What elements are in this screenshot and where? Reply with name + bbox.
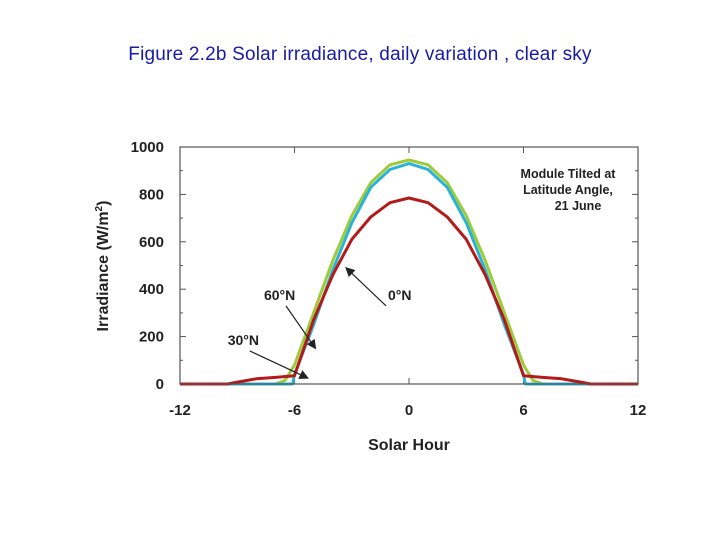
y-tick-label: 600 — [138, 233, 164, 251]
y-tick-label: 200 — [138, 328, 164, 346]
x-tick-label: -12 — [169, 402, 191, 419]
x-tick-label: -6 — [287, 402, 302, 419]
note-line-3: 21 June — [554, 199, 602, 213]
y-axis-label — [94, 201, 112, 332]
y-tick-label: 1000 — [130, 139, 164, 156]
y-axis-label-sup: 2 — [94, 205, 105, 212]
x-tick-label: 12 — [629, 402, 647, 419]
slide-title: Figure 2.2b Solar irradiance, daily variation , clear sky — [128, 44, 592, 65]
y-axis-label-close: ) — [95, 200, 112, 206]
annotation-label-0: 60°N — [263, 286, 296, 303]
annotation-arrow-2 — [346, 268, 386, 306]
y-tick-label: 800 — [138, 186, 164, 204]
y-tick-label: 400 — [138, 281, 164, 299]
note-line-1: Module Tilted at — [520, 167, 616, 181]
y-tick-label: 0 — [155, 376, 164, 393]
annotation-layer — [228, 268, 412, 378]
note-line-2: Latitude Angle, — [523, 183, 613, 197]
x-tick-label: 0 — [404, 402, 414, 419]
y-axis-label-main: Irradiance (W/m — [95, 211, 112, 332]
annotation-label-2: 0°N — [388, 286, 412, 303]
tick-layer — [131, 139, 647, 419]
x-axis-label: Solar Hour — [368, 437, 450, 454]
x-tick-label: 6 — [519, 402, 528, 419]
annotation-label-1: 30°N — [227, 331, 259, 348]
